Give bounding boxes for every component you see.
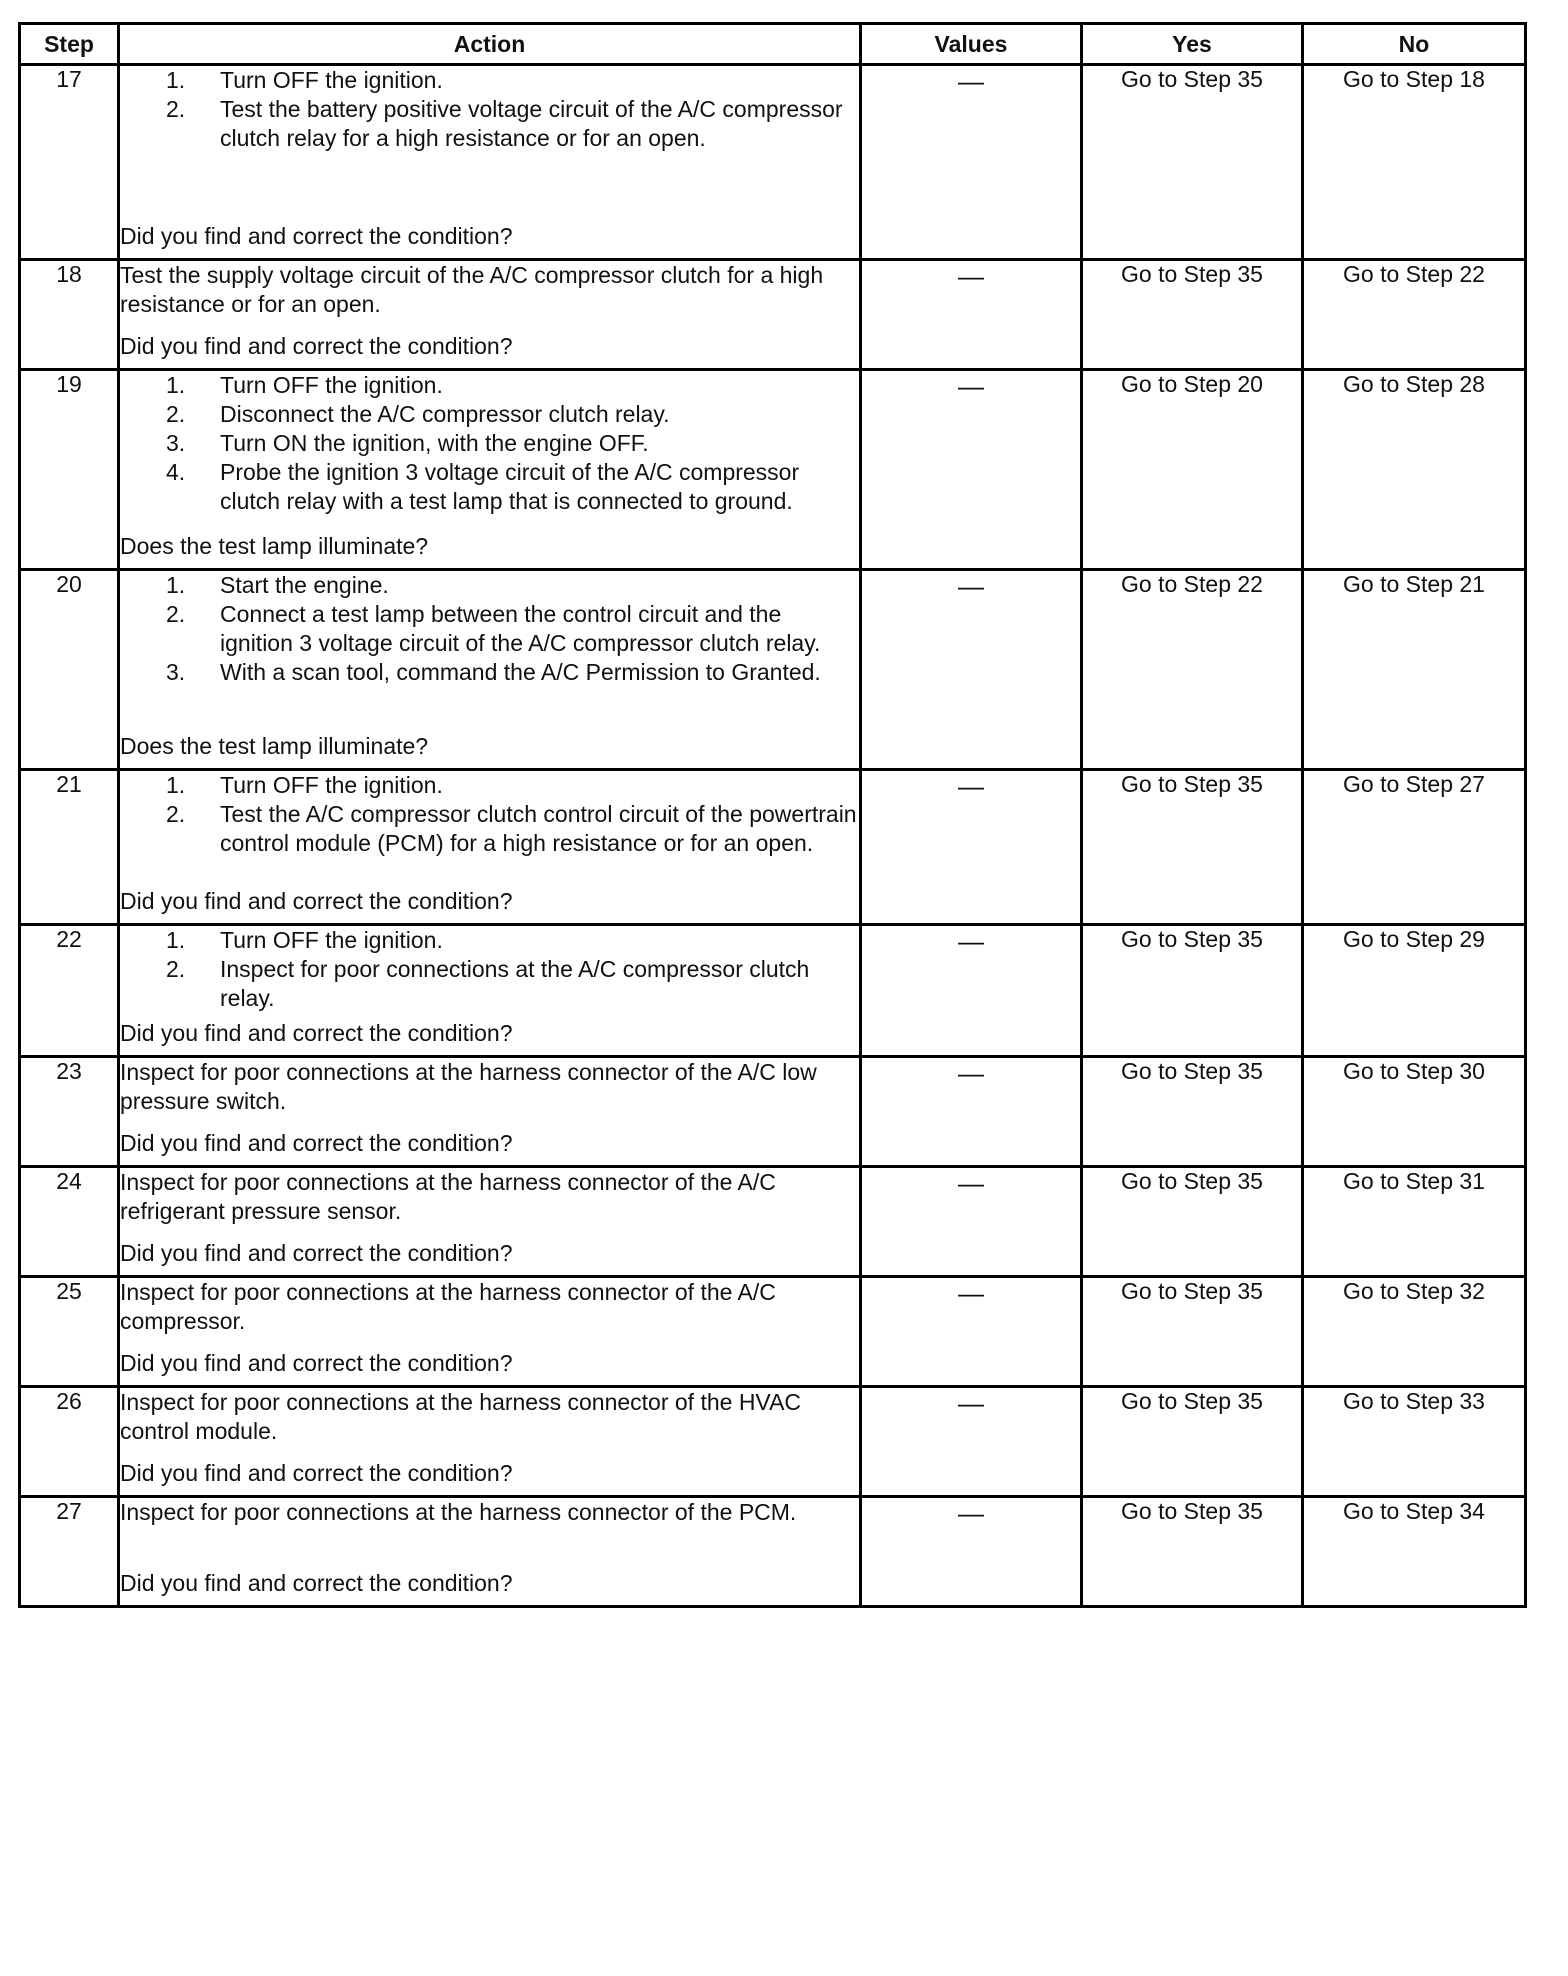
step-index: 1. — [166, 67, 186, 93]
values-cell: — — [861, 260, 1082, 370]
table-row — [20, 65, 1526, 260]
action-cell — [119, 1497, 861, 1607]
no-result: Go to Step 34 — [1303, 1497, 1526, 1607]
action-step-text: With a scan tool, command the A/C Permission to Granted. — [220, 659, 821, 685]
action-step-text: Turn OFF the ignition. — [220, 927, 443, 953]
yes-result: Go to Step 35 — [1082, 65, 1303, 260]
action-step — [120, 95, 859, 153]
action-step-text: Turn OFF the ignition. — [220, 772, 443, 798]
action-step-text: Probe the ignition 3 voltage circuit of the A/C compressor clutch relay with a test lamp that is connected to ground. — [220, 459, 800, 514]
action-step — [120, 926, 859, 955]
values-cell: — — [861, 1277, 1082, 1387]
action-step — [120, 800, 859, 858]
action-step — [120, 371, 859, 400]
step-number: 25 — [20, 1277, 119, 1387]
table-body — [20, 65, 1526, 1607]
header-yes: Yes — [1082, 24, 1303, 65]
step-index: 3. — [166, 659, 186, 685]
no-result: Go to Step 31 — [1303, 1167, 1526, 1277]
step-number: 22 — [20, 925, 119, 1057]
action-text: Test the supply voltage circuit of the A/C compressor clutch for a high resistance or for an open. — [120, 262, 824, 317]
step-index: 1. — [166, 372, 186, 398]
action-cell — [119, 770, 861, 925]
action-steps — [120, 771, 859, 858]
values-cell: — — [861, 1167, 1082, 1277]
step-number: 20 — [20, 570, 119, 770]
action-text: Inspect for poor connections at the harness connector of the PCM. — [120, 1499, 797, 1525]
action-text: Inspect for poor connections at the harness connector of the A/C low pressure switch. — [120, 1059, 817, 1114]
action-step — [120, 600, 859, 658]
action-question: Did you find and correct the condition? — [120, 1350, 513, 1376]
header-no: No — [1303, 24, 1526, 65]
table-row — [20, 1167, 1526, 1277]
values-cell: — — [861, 65, 1082, 260]
step-index: 1. — [166, 572, 186, 598]
action-step — [120, 66, 859, 95]
table-row — [20, 770, 1526, 925]
header-row — [20, 24, 1526, 65]
yes-result: Go to Step 35 — [1082, 1167, 1303, 1277]
action-question: Did you find and correct the condition? — [120, 1020, 513, 1046]
step-number: 21 — [20, 770, 119, 925]
action-step — [120, 429, 859, 458]
header-values: Values — [861, 24, 1082, 65]
step-index: 2. — [166, 601, 186, 627]
yes-result: Go to Step 35 — [1082, 1057, 1303, 1167]
action-question: Did you find and correct the condition? — [120, 1240, 513, 1266]
table-row — [20, 1057, 1526, 1167]
action-step-text: Test the battery positive voltage circuit of the A/C compressor clutch relay for a high resistance or for an open. — [220, 96, 843, 151]
step-number: 19 — [20, 370, 119, 570]
action-step-text: Turn ON the ignition, with the engine OFF. — [220, 430, 649, 456]
yes-result: Go to Step 35 — [1082, 925, 1303, 1057]
action-text: Inspect for poor connections at the harness connector of the A/C compressor. — [120, 1279, 776, 1334]
action-step — [120, 458, 859, 516]
action-step-text: Turn OFF the ignition. — [220, 372, 443, 398]
yes-result: Go to Step 20 — [1082, 370, 1303, 570]
action-step-text: Start the engine. — [220, 572, 389, 598]
action-question: Did you find and correct the condition? — [120, 1130, 513, 1156]
action-step-text: Inspect for poor connections at the A/C compressor clutch relay. — [220, 956, 810, 1011]
header-step: Step — [20, 24, 119, 65]
table-row — [20, 1277, 1526, 1387]
step-index: 1. — [166, 772, 186, 798]
no-result: Go to Step 32 — [1303, 1277, 1526, 1387]
action-step — [120, 955, 859, 1013]
no-result: Go to Step 18 — [1303, 65, 1526, 260]
step-index: 3. — [166, 430, 186, 456]
no-result: Go to Step 30 — [1303, 1057, 1526, 1167]
step-index: 2. — [166, 801, 186, 827]
action-cell — [119, 1387, 861, 1497]
action-step-text: Test the A/C compressor clutch control circuit of the powertrain control module (PCM) for a high resistance or for an open. — [220, 801, 857, 856]
action-step — [120, 771, 859, 800]
action-question: Did you find and correct the condition? — [120, 223, 513, 249]
action-step-text: Connect a test lamp between the control circuit and the ignition 3 voltage circuit of the A/C compressor clutch relay. — [220, 601, 821, 656]
action-question: Did you find and correct the condition? — [120, 888, 513, 914]
values-cell: — — [861, 925, 1082, 1057]
action-cell — [119, 65, 861, 260]
action-cell — [119, 1277, 861, 1387]
table-row — [20, 260, 1526, 370]
step-number: 26 — [20, 1387, 119, 1497]
no-result: Go to Step 21 — [1303, 570, 1526, 770]
values-cell: — — [861, 770, 1082, 925]
action-cell — [119, 925, 861, 1057]
no-result: Go to Step 22 — [1303, 260, 1526, 370]
values-cell: — — [861, 1057, 1082, 1167]
yes-result: Go to Step 35 — [1082, 1497, 1303, 1607]
action-question: Did you find and correct the condition? — [120, 1460, 513, 1486]
action-cell — [119, 370, 861, 570]
diagnostic-table — [18, 22, 1527, 1608]
no-result: Go to Step 28 — [1303, 370, 1526, 570]
no-result: Go to Step 29 — [1303, 925, 1526, 1057]
yes-result: Go to Step 35 — [1082, 260, 1303, 370]
step-index: 2. — [166, 956, 186, 982]
header-action: Action — [119, 24, 861, 65]
table-row — [20, 370, 1526, 570]
table-row — [20, 925, 1526, 1057]
table-row — [20, 570, 1526, 770]
action-steps — [120, 371, 859, 516]
action-question: Did you find and correct the condition? — [120, 333, 513, 359]
action-steps — [120, 926, 859, 1013]
values-cell: — — [861, 570, 1082, 770]
step-number: 23 — [20, 1057, 119, 1167]
step-index: 4. — [166, 459, 186, 485]
values-cell: — — [861, 370, 1082, 570]
action-cell — [119, 1167, 861, 1277]
action-step — [120, 571, 859, 600]
action-cell — [119, 260, 861, 370]
step-number: 18 — [20, 260, 119, 370]
table-row — [20, 1497, 1526, 1607]
yes-result: Go to Step 35 — [1082, 1277, 1303, 1387]
step-index: 2. — [166, 96, 186, 122]
values-cell: — — [861, 1387, 1082, 1497]
no-result: Go to Step 27 — [1303, 770, 1526, 925]
action-cell — [119, 570, 861, 770]
action-step-text: Disconnect the A/C compressor clutch relay. — [220, 401, 670, 427]
values-cell: — — [861, 1497, 1082, 1607]
action-question: Did you find and correct the condition? — [120, 1570, 513, 1596]
step-index: 2. — [166, 401, 186, 427]
action-question: Does the test lamp illuminate? — [120, 533, 429, 559]
action-text: Inspect for poor connections at the harness connector of the HVAC control module. — [120, 1389, 802, 1444]
action-step-text: Turn OFF the ignition. — [220, 67, 443, 93]
table-row — [20, 1387, 1526, 1497]
action-question: Does the test lamp illuminate? — [120, 733, 429, 759]
action-step — [120, 400, 859, 429]
action-steps — [120, 66, 859, 153]
step-number: 17 — [20, 65, 119, 260]
action-steps — [120, 571, 859, 687]
yes-result: Go to Step 22 — [1082, 570, 1303, 770]
yes-result: Go to Step 35 — [1082, 1387, 1303, 1497]
step-index: 1. — [166, 927, 186, 953]
step-number: 24 — [20, 1167, 119, 1277]
action-step — [120, 658, 859, 687]
action-text: Inspect for poor connections at the harness connector of the A/C refrigerant pressure sensor. — [120, 1169, 776, 1224]
action-cell — [119, 1057, 861, 1167]
yes-result: Go to Step 35 — [1082, 770, 1303, 925]
no-result: Go to Step 33 — [1303, 1387, 1526, 1497]
step-number: 27 — [20, 1497, 119, 1607]
